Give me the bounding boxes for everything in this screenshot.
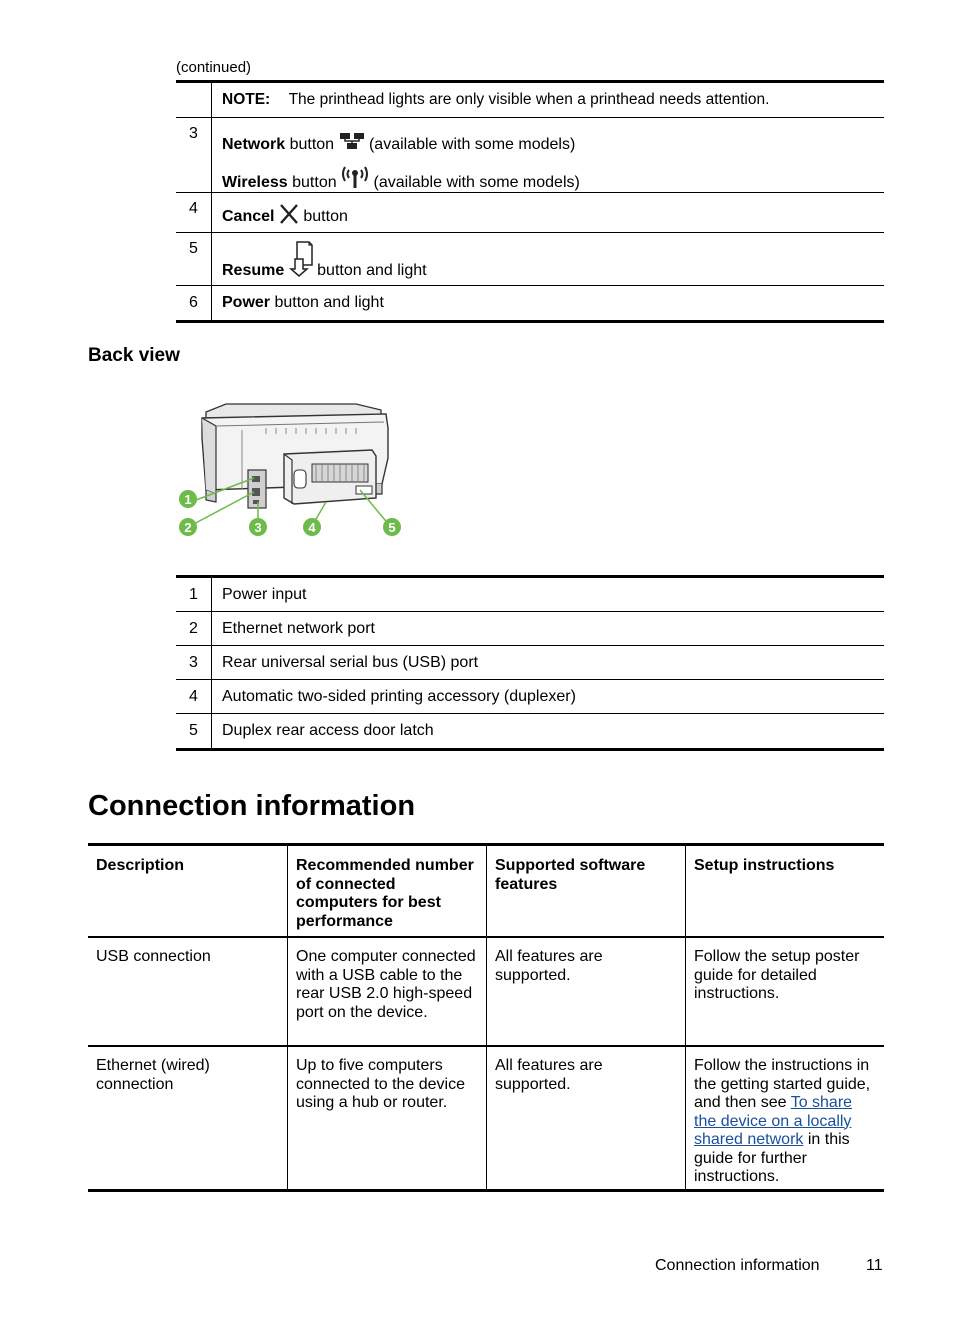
resume-label: Resume <box>222 262 285 279</box>
table-header-row <box>88 846 884 936</box>
table-row: 3 Network button (available with some models) Wireless button (available with some models) <box>176 118 884 193</box>
cell-features: All features are supported. <box>486 1047 685 1189</box>
cancel-x-icon <box>279 204 299 229</box>
row-number: 4 <box>176 193 212 232</box>
power-label: Power <box>222 294 271 311</box>
table-row: 5 Resume button and light <box>176 233 884 286</box>
footer-section-title: Connection information <box>655 1257 820 1274</box>
table-row: 4 Cancel button <box>176 193 884 233</box>
table-row <box>176 714 884 748</box>
row-number: 5 <box>176 714 212 748</box>
back-view-heading: Back view <box>88 345 180 366</box>
callout-label-2: 2 <box>184 520 192 535</box>
printer-back-view-figure <box>176 398 408 542</box>
table-row <box>176 578 884 612</box>
cell-setup: Follow the instructions in the getting started guide, and then see To share the device on a locally shared network in this guide for further instructions. <box>685 1047 884 1189</box>
cell-features: All features are supported. <box>486 938 685 1045</box>
part-label: Duplex rear access door latch <box>222 722 434 739</box>
table-row <box>176 646 884 680</box>
network-icon <box>339 132 365 158</box>
printer-illustration <box>176 398 408 542</box>
table-row: 6 Power button and light <box>176 286 884 320</box>
header-setup: Setup instructions <box>685 846 884 936</box>
part-label: Automatic two-sided printing accessory (duplexer) <box>222 688 576 705</box>
header-features: Supported software features <box>486 846 685 936</box>
cancel-label: Cancel <box>222 208 275 225</box>
row-number: 3 <box>176 646 212 679</box>
table-row <box>88 936 884 1045</box>
connection-table <box>88 843 884 1192</box>
cell-description: USB connection <box>96 948 211 965</box>
row-number: 4 <box>176 680 212 713</box>
wireless-icon <box>341 164 369 196</box>
table-row <box>176 612 884 646</box>
continued-label: (continued) <box>176 59 252 76</box>
button-table <box>176 80 884 323</box>
share-device-link[interactable]: To share the device on a locally shared network <box>694 1094 853 1148</box>
row-number: 1 <box>176 578 212 611</box>
note-label: NOTE: <box>222 91 271 108</box>
cell-computers: One computer connected with a USB cable to the rear USB 2.0 high-speed port on the device. <box>287 938 486 1045</box>
row-number: 3 <box>176 118 212 192</box>
cell-setup: Follow the setup poster guide for detailed instructions. <box>685 938 884 1045</box>
connection-info-heading: Connection information <box>88 790 416 822</box>
note-text: The printhead lights are only visible when a printhead needs attention. <box>288 91 770 108</box>
row-number: 5 <box>176 233 212 285</box>
table-row <box>88 1045 884 1189</box>
cell-computers: Up to five computers connected to the device using a hub or router. <box>287 1047 486 1189</box>
cell-description: Ethernet (wired) connection <box>96 1057 210 1093</box>
callout-label-1: 1 <box>184 492 192 507</box>
callout-label-4: 4 <box>308 520 316 535</box>
table-row <box>176 680 884 714</box>
network-label: Network <box>222 136 286 153</box>
page-number: 11 <box>866 1257 883 1274</box>
callout-label-5: 5 <box>388 520 396 535</box>
row-number: 6 <box>176 286 212 320</box>
part-label: Ethernet network port <box>222 620 375 637</box>
parts-table <box>176 575 884 751</box>
part-label: Power input <box>222 586 307 603</box>
resume-icon <box>289 241 313 282</box>
header-description: Description <box>96 857 185 874</box>
wireless-label: Wireless <box>222 174 288 191</box>
part-label: Rear universal serial bus (USB) port <box>222 654 479 671</box>
callout-label-3: 3 <box>254 520 262 535</box>
row-number: 2 <box>176 612 212 645</box>
note-row <box>176 83 884 118</box>
header-computers: Recommended number of connected computers for best performance <box>287 846 486 936</box>
